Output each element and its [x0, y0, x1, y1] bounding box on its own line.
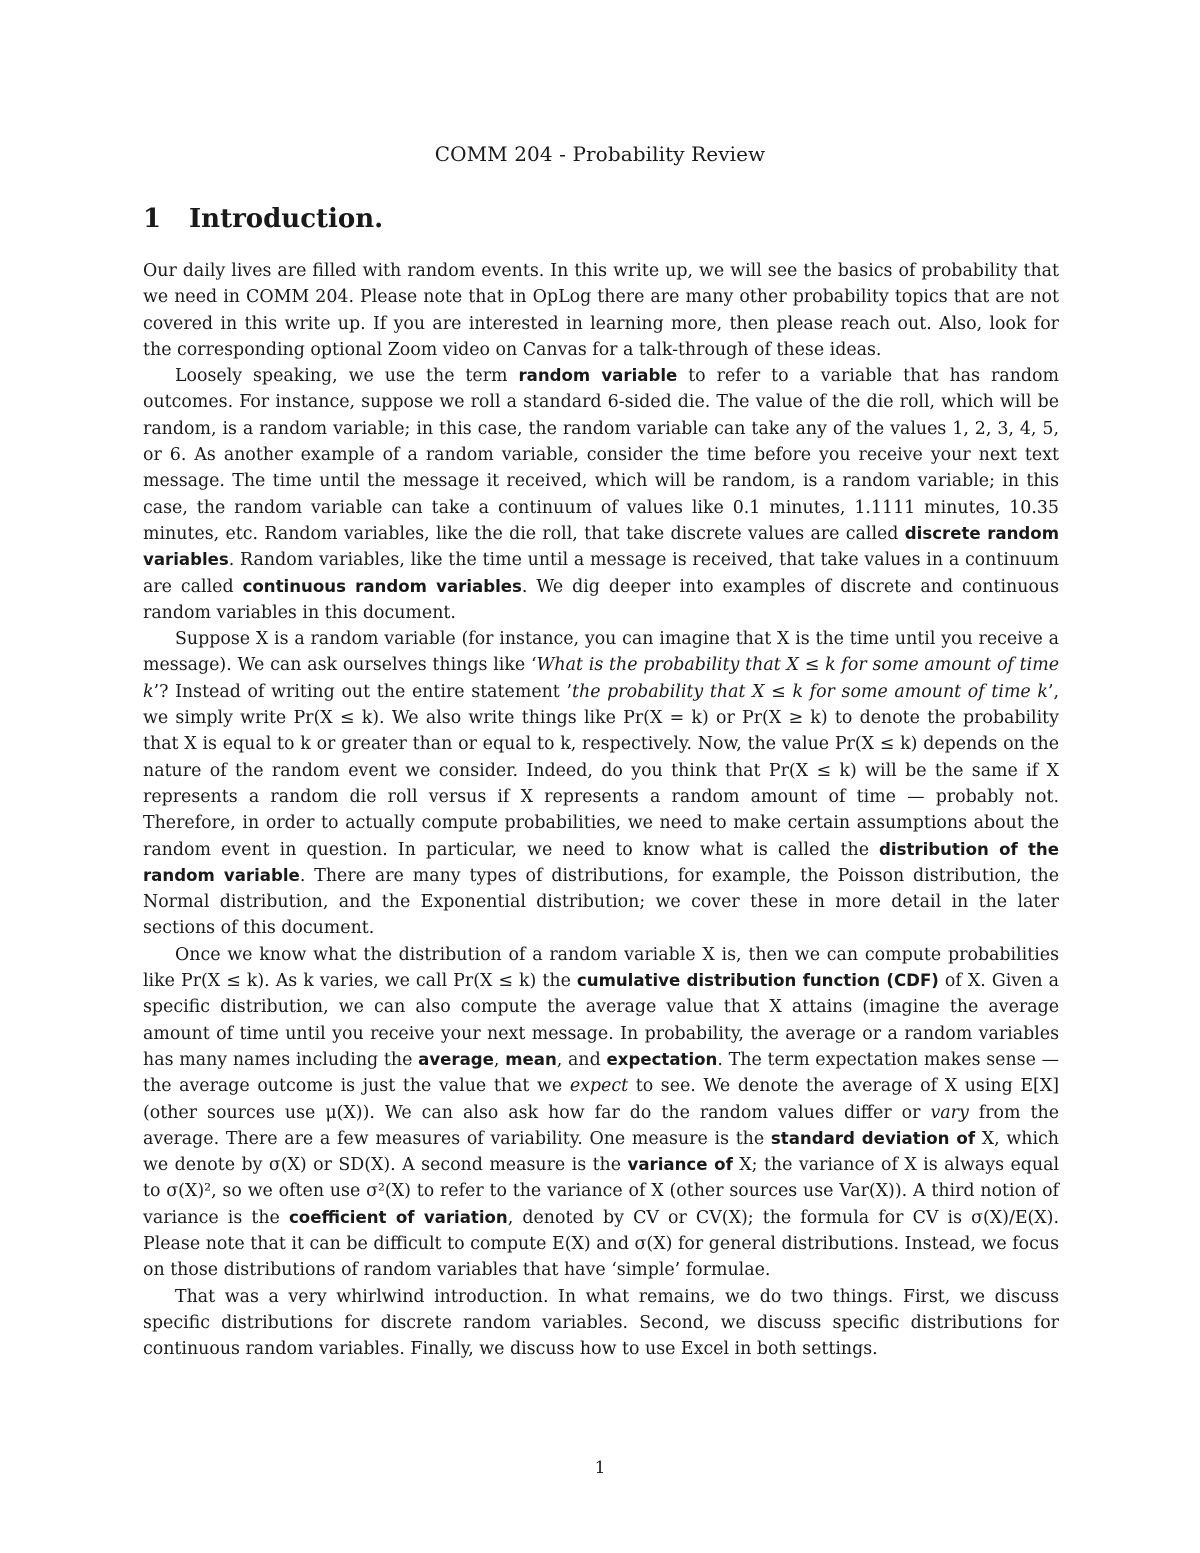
body-text [143, 258, 1059, 1362]
text-run: of X. Given a specific distribution, we can also compute the average value that X attains (imagine the average amount of time until you receive your next message. In probability, the average or a random variables has many names including the [143, 971, 1060, 1070]
text-run: , denoted by CV or CV(X); the formula for CV is σ(X)/E(X). Please note that it can be difficult to compute E(X) and σ(X) for general distributions. Instead, we focus on those distributions of random variables that have ‘simple’ formulae. [143, 1207, 1059, 1281]
paragraph-2 [143, 363, 1059, 626]
term-continuous-random-variables: continuous random variables [242, 576, 522, 596]
paragraph-1: Our daily lives are filled with random events. In this write up, we will see the basics of probability that we need in COMM 204. Please note that in OpLog there are many other probability topics that are not covered in this write up. If you are interested in learning more, then please reach out. Also, look for the corresponding optional Zoom video on Canvas for a talk-through of these ideas. [143, 261, 1059, 360]
term-standard-deviation: standard deviation of [770, 1128, 976, 1148]
italic-statement: the probability that X ≤ k for some amount of time k [572, 681, 1048, 702]
paragraph-5: That was a very whirlwind introduction. In what remains, we do two things. First, we discuss specific distributions for discrete random variables. Second, we discuss specific distributions for continuous random variables. Finally, we discuss how to use Excel in both settings. [143, 1286, 1059, 1360]
italic-question: What is the probability that X ≤ k for some amount of time k [143, 655, 1059, 702]
section-title: Introduction. [189, 204, 384, 234]
term-mean: mean [505, 1049, 557, 1069]
italic-vary: vary [930, 1102, 969, 1123]
text-run: to see. We denote the average of X using E[X] (other sources use μ(X)). We can also ask how far do the random values differ or [143, 1076, 1059, 1123]
term-variance: variance of [627, 1155, 733, 1175]
page-number: 1 [594, 1458, 606, 1478]
term-coefficient-of-variation: coefficient of variation [288, 1207, 508, 1227]
text-run: ’? Instead of writing out the entire statement ’ [153, 681, 573, 702]
text-run: to refer to a variable that has random outcomes. For instance, suppose we roll a standard 6-sided die. The value of the die roll, which will be random, is a random variable; in this case, the random variable can take any of the values 1, 2, 3, 4, 5, or 6. As another example of a random variable, consider the time before you receive your next text message. The time until the message it received, which will be random, is a random variable; in this case, the random variable can take a continuum of values like 0.1 minutes, 1.1111 minutes, 10.35 minutes, etc. Random variables, like the die roll, that take discrete values are called [143, 366, 1059, 544]
text-run: Once we know what the distribution of a random variable X is, then we can compute probabilities like Pr(X ≤ k). As k varies, we call Pr(X ≤ k) the [143, 944, 1059, 992]
term-average: average [418, 1049, 494, 1069]
text-run: Loosely speaking, we use the term [175, 366, 519, 387]
section-heading [143, 204, 383, 234]
paragraph-4 [143, 942, 1059, 1284]
text-run: X; the variance of X is always equal to σ(X)², so we often use σ²(X) to refer to the variance of X (other sources use Var(X)). A third notion of variance is the [143, 1155, 1060, 1228]
text-run: ’, we simply write Pr(X ≤ k). We also write things like Pr(X = k) or Pr(X ≥ k) to denote the probability that X is equal to k or greater than or equal to k, respectively. Now, the value Pr(X ≤ k) depends on the nature of the random event we consider. Indeed, do you think that Pr(X ≤ k) will be the same if X represents a random die roll versus if X represents a random amount of time — probably not. Therefore, in order to actually compute probabilities, we need to make certain assumptions about the random event in question. In particular, we need to know what is called the [143, 681, 1060, 860]
section-number: 1 [143, 204, 162, 234]
term-discrete-random-variables: discrete random variables [143, 523, 1059, 570]
term-expectation: expectation [606, 1049, 718, 1069]
term-random-variable: random variable [518, 366, 678, 386]
term-cdf: cumulative distribution function (CDF) [576, 971, 939, 991]
text-run: , [493, 1049, 506, 1070]
text-run: . The term expectation makes sense — the average outcome is just the value that we [143, 1049, 1059, 1097]
text-run: Suppose X is a random variable (for instance, you can imagine that X is the time until you receive a message). We can ask ourselves things like ‘ [143, 629, 1059, 676]
text-run: . There are many types of distributions, for example, the Poisson distribution, the Normal distribution, and the Exponential distribution; we cover these in more detail in the later sections of this document. [143, 865, 1059, 939]
document-title: COMM 204 - Probability Review [434, 142, 766, 166]
paragraph-3 [143, 626, 1059, 942]
text-run: . We dig deeper into examples of discrete and continuous random variables in this document. [143, 576, 1060, 623]
text-run: , and [556, 1049, 607, 1070]
italic-expect: expect [569, 1076, 629, 1097]
term-distribution: distribution of the random variable [143, 839, 1059, 885]
text-run: . Random variables, like the time until a message is received, that take values in a continuum are called [143, 550, 1059, 597]
text-run: X, which we denote by σ(X) or SD(X). A second measure is the [143, 1128, 1059, 1176]
text-run: from the average. There are a few measures of variability. One measure is the [143, 1102, 1059, 1149]
